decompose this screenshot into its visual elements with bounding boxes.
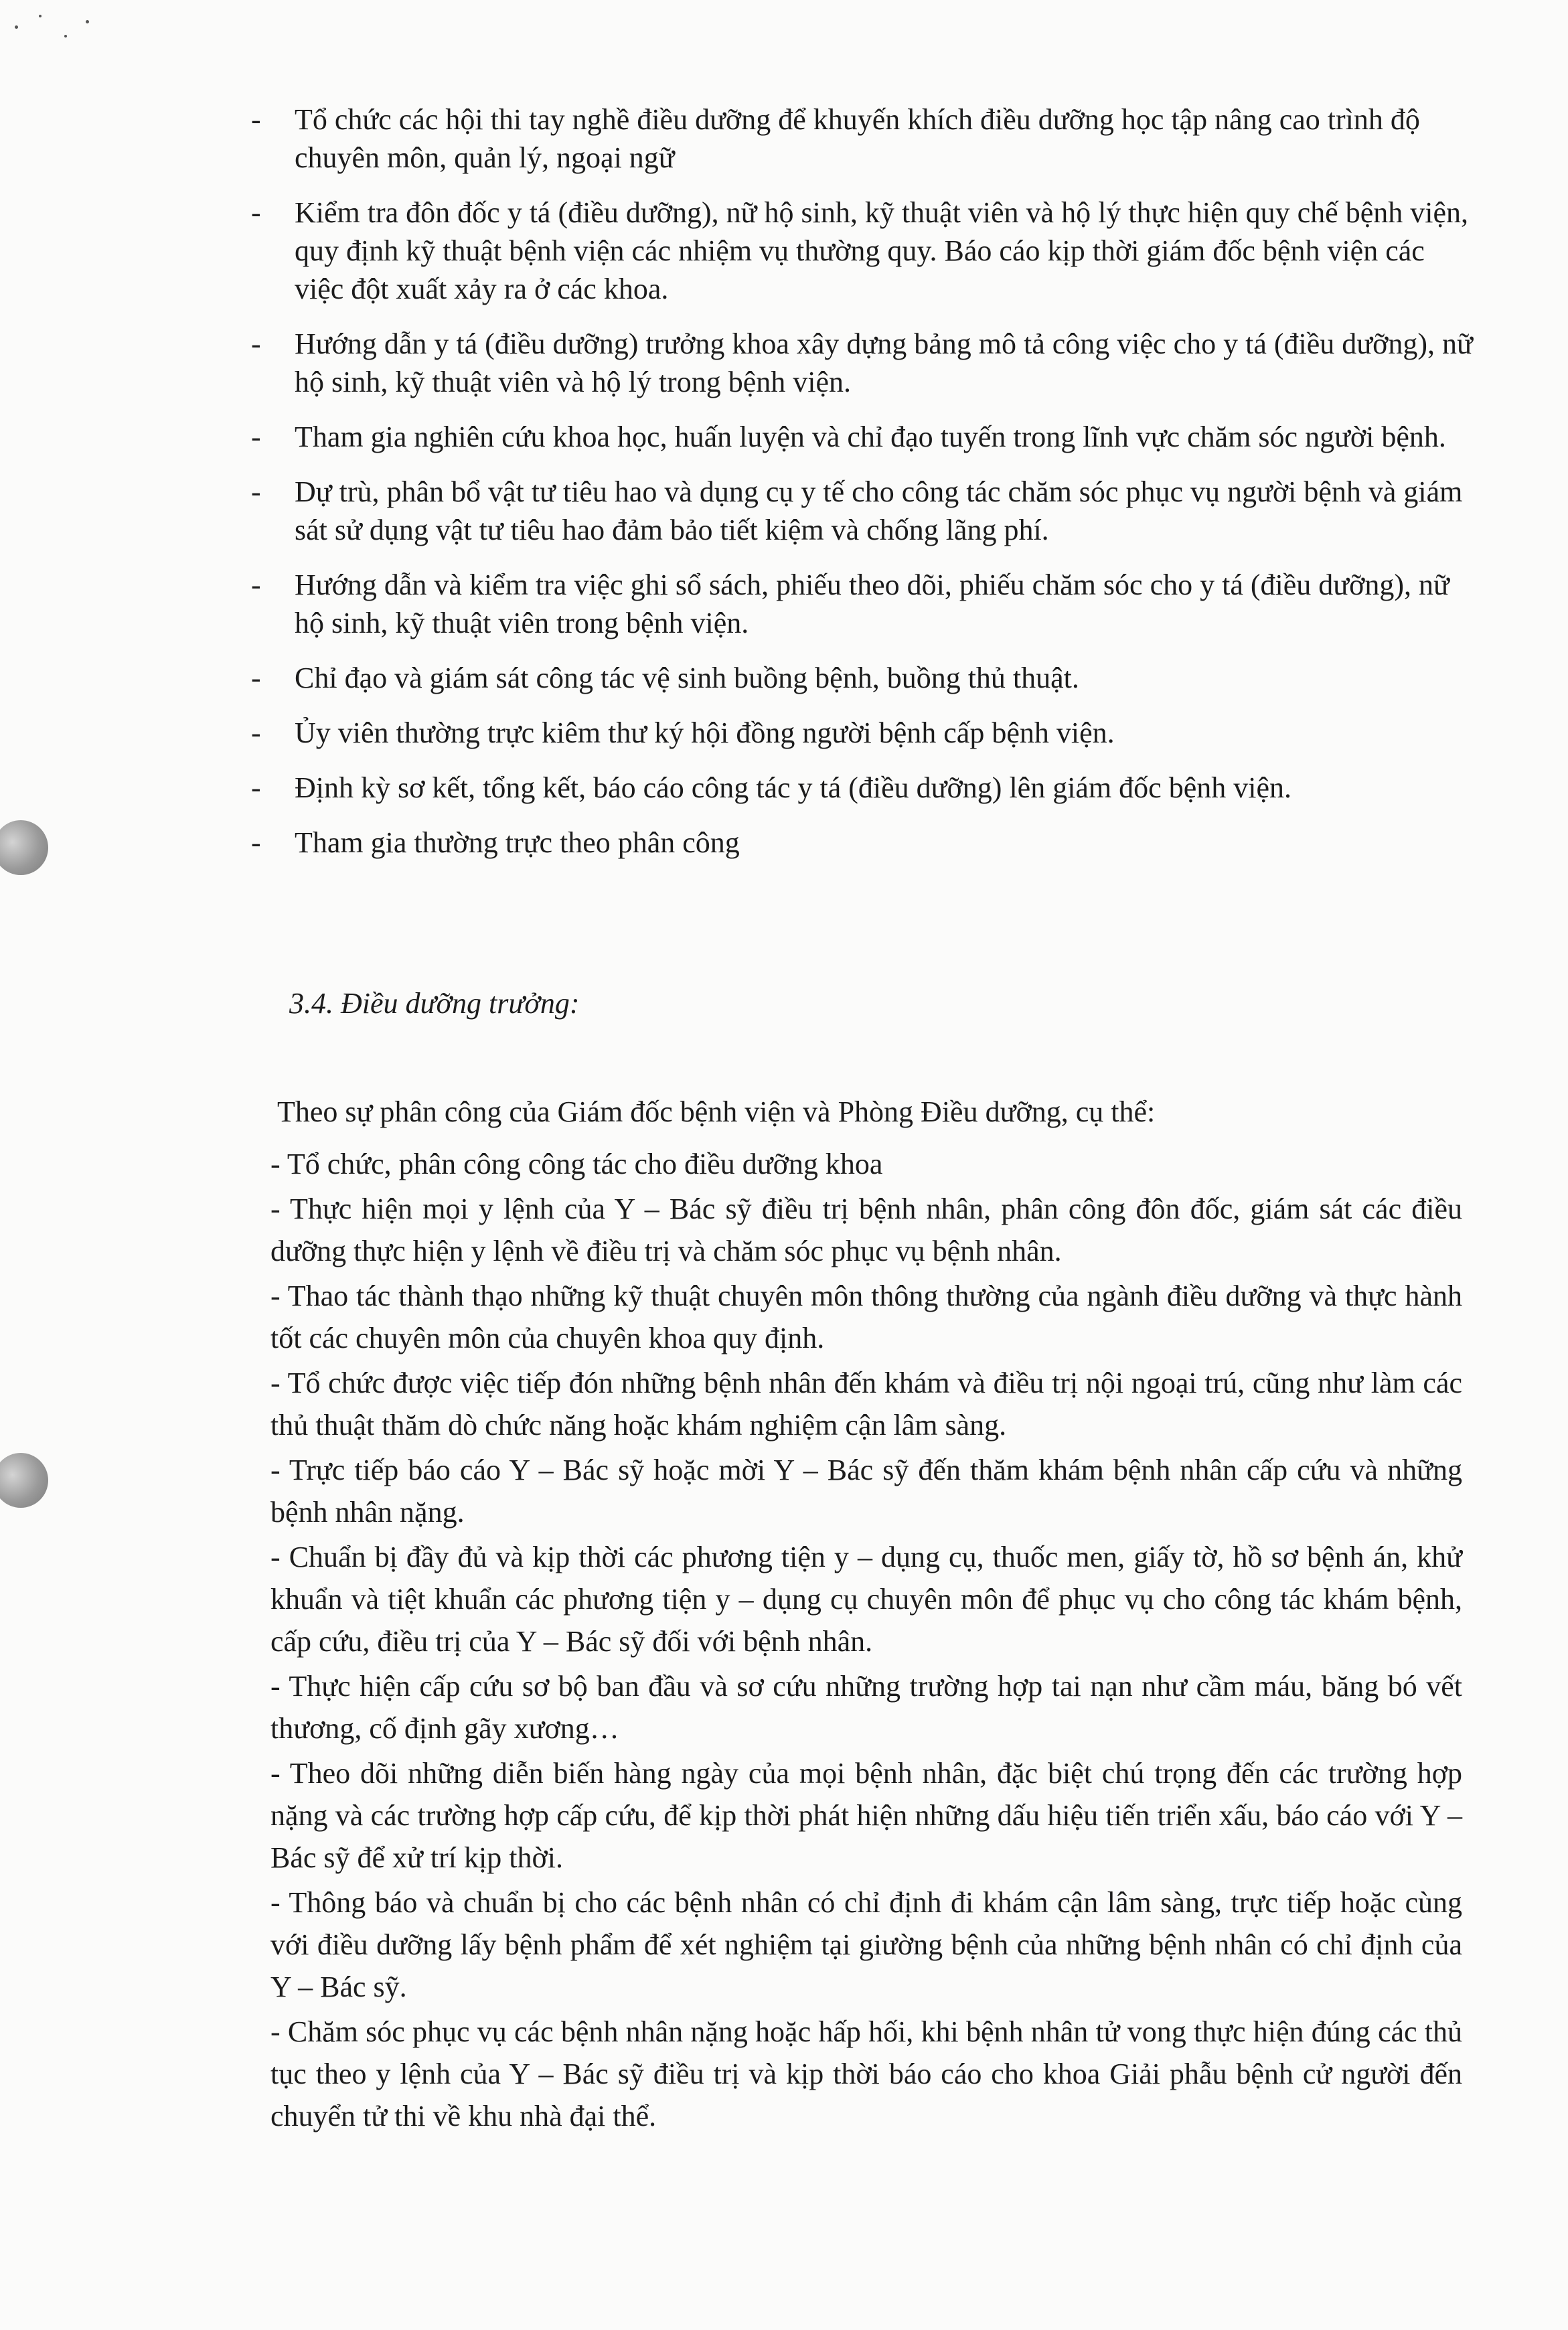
duty-item: [251, 418, 1476, 456]
scan-speck: [39, 15, 42, 17]
dash-bullet: -: [251, 568, 261, 601]
section-item: - Thực hiện mọi y lệnh của Y – Bác sỹ điều trị bệnh nhân, phân công đôn đốc, giám sát các điều dưỡng thực hiện y lệnh về điều trị và chăm sóc phục vụ bệnh nhân.: [270, 1192, 1462, 1267]
dash-bullet: -: [251, 420, 261, 453]
section-body: [270, 1093, 1462, 2140]
duty-item: [251, 566, 1476, 642]
duty-item-text: Hướng dẫn và kiểm tra việc ghi sổ sách, phiếu theo dõi, phiếu chăm sóc cho y tá (điều dưỡng), nữ hộ sinh, kỹ thuật viên trong bệnh viện.: [295, 568, 1449, 639]
section-item: - Thực hiện cấp cứu sơ bộ ban đầu và sơ cứu những trường hợp tai nạn như cầm máu, băng bó vết thương, cố định gãy xương…: [270, 1670, 1462, 1745]
section-heading: 3.4. Điều dưỡng trưởng:: [289, 987, 580, 1020]
duty-item-text: Kiểm tra đôn đốc y tá (điều dưỡng), nữ hộ sinh, kỹ thuật viên và hộ lý thực hiện quy chế bệnh viện, quy định kỹ thuật bệnh viện các nhiệm vụ thường quy. Báo cáo kịp thời giám đốc bệnh viện các việc đột xuất xảy ra ở các khoa.: [295, 196, 1468, 305]
section-item: - Thao tác thành thạo những kỹ thuật chuyên môn thông thường của ngành điều dưỡng và thực hành tốt các chuyên môn của chuyên khoa quy định.: [270, 1279, 1462, 1354]
punch-hole-top: [0, 820, 48, 875]
dash-bullet: -: [251, 662, 261, 694]
duty-item-text: Hướng dẫn y tá (điều dưỡng) trưởng khoa xây dựng bảng mô tả công việc cho y tá (điều dưỡng), nữ hộ sinh, kỹ thuật viên và hộ lý trong bệnh viện.: [295, 327, 1473, 398]
section-item: - Theo dõi những diễn biến hàng ngày của mọi bệnh nhân, đặc biệt chú trọng đến các trường hợp nặng và các trường hợp cấp cứu, để kịp thời phát hiện những dấu hiệu tiến triển xấu, báo cáo với Y – Bác sỹ để xử trí kịp thời.: [270, 1757, 1462, 1874]
dash-bullet: -: [251, 327, 261, 360]
section-item: - Chăm sóc phục vụ các bệnh nhân nặng hoặc hấp hối, khi bệnh nhân tử vong thực hiện đúng các thủ tục theo y lệnh của Y – Bác sỹ điều trị và kịp thời báo cáo cho khoa Giải phẫu bệnh cử người đến chuyển tử thi về khu nhà đại thể.: [270, 2015, 1462, 2132]
dash-bullet: -: [251, 826, 261, 859]
duty-item-text: Tham gia nghiên cứu khoa học, huấn luyện và chỉ đạo tuyến trong lĩnh vực chăm sóc người bệnh.: [295, 420, 1446, 453]
scan-speck: [64, 35, 67, 37]
duty-item-text: Tổ chức các hội thi tay nghề điều dưỡng để khuyến khích điều dưỡng học tập nâng cao trình độ chuyên môn, quản lý, ngoại ngữ: [295, 103, 1420, 174]
duty-item-text: Định kỳ sơ kết, tổng kết, báo cáo công tác y tá (điều dưỡng) lên giám đốc bệnh viện.: [295, 771, 1291, 804]
duty-item-text: Tham gia thường trực theo phân công: [295, 826, 740, 859]
section-item: - Tổ chức được việc tiếp đón những bệnh nhân đến khám và điều trị nội ngoại trú, cũng như làm các thủ thuật thăm dò chức năng hoặc khám nghiệm cận lâm sàng.: [270, 1367, 1462, 1442]
section-item: - Tổ chức, phân công công tác cho điều dưỡng khoa: [270, 1148, 883, 1180]
duty-item: [251, 193, 1476, 308]
duty-item: [251, 769, 1476, 807]
duty-item-text: Dự trù, phân bổ vật tư tiêu hao và dụng cụ y tế cho công tác chăm sóc phục vụ người bệnh và giám sát sử dụng vật tư tiêu hao đảm bảo tiết kiệm và chống lãng phí.: [295, 475, 1463, 546]
dash-bullet: -: [251, 196, 261, 229]
dash-bullet: -: [251, 103, 261, 136]
duty-item: [251, 659, 1476, 697]
section-intro: Theo sự phân công của Giám đốc bệnh viện và Phòng Điều dưỡng, cụ thể:: [277, 1095, 1156, 1128]
section-item: - Chuẩn bị đầy đủ và kịp thời các phương tiện y – dụng cụ, thuốc men, giấy tờ, hồ sơ bệnh án, khử khuẩn và tiệt khuẩn các phương tiện y – dụng cụ chuyên môn để phục vụ cho công tác khám bệnh, cấp cứu, điều trị của Y – Bác sỹ đối với bệnh nhân.: [270, 1541, 1462, 1658]
punch-hole-bottom: [0, 1453, 48, 1508]
dash-bullet: -: [251, 716, 261, 749]
duty-item-text: Chỉ đạo và giám sát công tác vệ sinh buồng bệnh, buồng thủ thuật.: [295, 662, 1079, 694]
duty-item: [251, 325, 1476, 401]
duty-item: [251, 824, 1476, 862]
duty-item-text: Ủy viên thường trực kiêm thư ký hội đồng người bệnh cấp bệnh viện.: [295, 716, 1115, 749]
section-item: - Thông báo và chuẩn bị cho các bệnh nhân có chỉ định đi khám cận lâm sàng, trực tiếp hoặc cùng với điều dưỡng lấy bệnh phẩm để xét nghiệm tại giường bệnh của những bệnh nhân có chỉ định của Y – Bác sỹ.: [270, 1886, 1462, 2003]
scan-speck: [86, 20, 89, 23]
duty-list: [251, 100, 1476, 878]
duty-item: [251, 473, 1476, 549]
section-item: - Trực tiếp báo cáo Y – Bác sỹ hoặc mời Y – Bác sỹ đến thăm khám bệnh nhân cấp cứu và những bệnh nhân nặng.: [270, 1454, 1462, 1529]
dash-bullet: -: [251, 475, 261, 508]
duty-item: [251, 714, 1476, 752]
scan-speck: [15, 25, 18, 29]
dash-bullet: -: [251, 771, 261, 804]
duty-item: [251, 100, 1476, 177]
